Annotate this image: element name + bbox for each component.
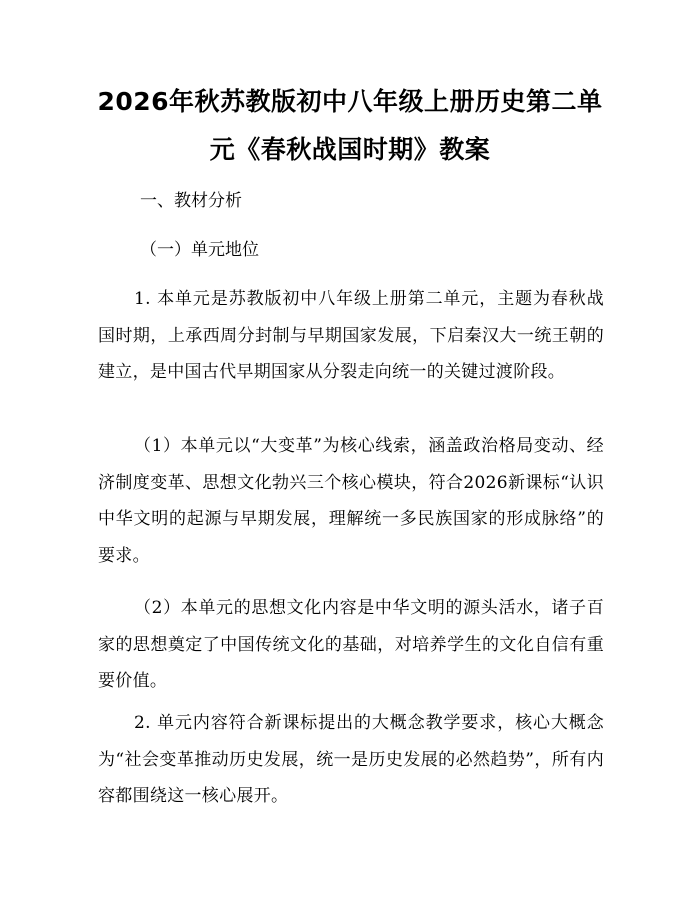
paragraph-4: 2. 单元内容符合新课标提出的大概念教学要求，核心大概念为“社会变革推动历史发展，统一是历史发展的必然趋势”，所有内容都围绕这一核心展开。 xyxy=(98,713,604,806)
document-title-line-2: 元《春秋战国时期》教案 xyxy=(209,135,491,164)
section-heading-textbook-analysis: 一、教材分析 xyxy=(140,191,242,211)
subsection-heading-unit-position: （一）单元地位 xyxy=(140,240,259,260)
document-title-line-1: 2026年秋苏教版初中八年级上册历史第二单 xyxy=(97,87,603,116)
paragraph-2: （1）本单元以“大变革”为核心线索，涵盖政治格局变动、经济制度变革、思想文化勃兴三个核心模块，符合2026新课标“认识中华文明的起源与早期发展，理解统一多民族国家的形成脉络”的要求。 xyxy=(98,436,604,566)
paragraph-1: 1. 本单元是苏教版初中八年级上册第二单元，主题为春秋战国时期，上承西周分封制与早期国家发展，下启秦汉大一统王朝的建立，是中国古代早期国家从分裂走向统一的关键过渡阶段。 xyxy=(98,289,604,382)
paragraph-3: （2）本单元的思想文化内容是中华文明的源头活水，诸子百家的思想奠定了中国传统文化的基础，对培养学生的文化自信有重要价值。 xyxy=(98,598,604,691)
